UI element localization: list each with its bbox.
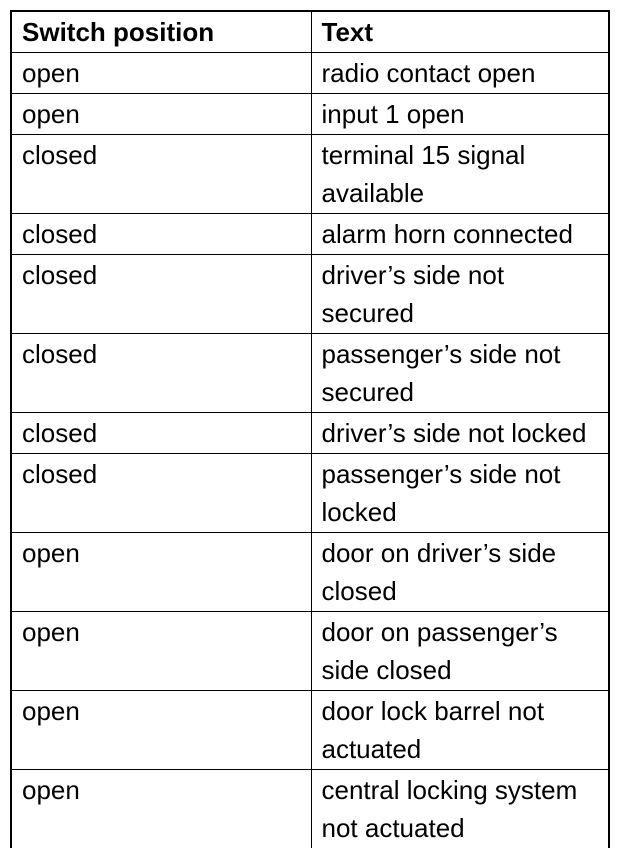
switch-position-cell: open: [11, 533, 311, 612]
text-cell: radio contact open: [311, 53, 609, 94]
table-row: [11, 255, 609, 334]
text-cell: terminal 15 signal available: [311, 135, 609, 214]
table-row: [11, 612, 609, 691]
text-cell: passenger’s side not locked: [311, 454, 609, 533]
table-row: [11, 214, 609, 255]
table-row: [11, 135, 609, 214]
text-cell: door on passenger’s side closed: [311, 612, 609, 691]
table-row: [11, 413, 609, 454]
switch-position-cell: closed: [11, 255, 311, 334]
text-cell: door lock barrel not actuated: [311, 691, 609, 770]
switch-position-cell: closed: [11, 334, 311, 413]
table-row: [11, 691, 609, 770]
table-header-row: [11, 11, 609, 53]
switch-position-table: [10, 10, 610, 848]
table-row: [11, 53, 609, 94]
text-cell: passenger’s side not secured: [311, 334, 609, 413]
table-row: [11, 770, 609, 848]
switch-position-cell: closed: [11, 214, 311, 255]
switch-position-cell: closed: [11, 413, 311, 454]
switch-position-cell: open: [11, 691, 311, 770]
text-cell: alarm horn connected: [311, 214, 609, 255]
table-row: [11, 533, 609, 612]
switch-position-cell: open: [11, 53, 311, 94]
switch-position-cell: closed: [11, 135, 311, 214]
text-cell: driver’s side not locked: [311, 413, 609, 454]
text-cell: door on driver’s side closed: [311, 533, 609, 612]
table-row: [11, 94, 609, 135]
switch-position-cell: closed: [11, 454, 311, 533]
switch-position-cell: open: [11, 612, 311, 691]
switch-position-cell: open: [11, 770, 311, 848]
header-switch-position: Switch position: [11, 11, 311, 53]
text-cell: input 1 open: [311, 94, 609, 135]
text-cell: central locking system not actuated: [311, 770, 609, 848]
header-text: Text: [311, 11, 609, 53]
table-row: [11, 334, 609, 413]
text-cell: driver’s side not secured: [311, 255, 609, 334]
table-row: [11, 454, 609, 533]
switch-position-cell: open: [11, 94, 311, 135]
